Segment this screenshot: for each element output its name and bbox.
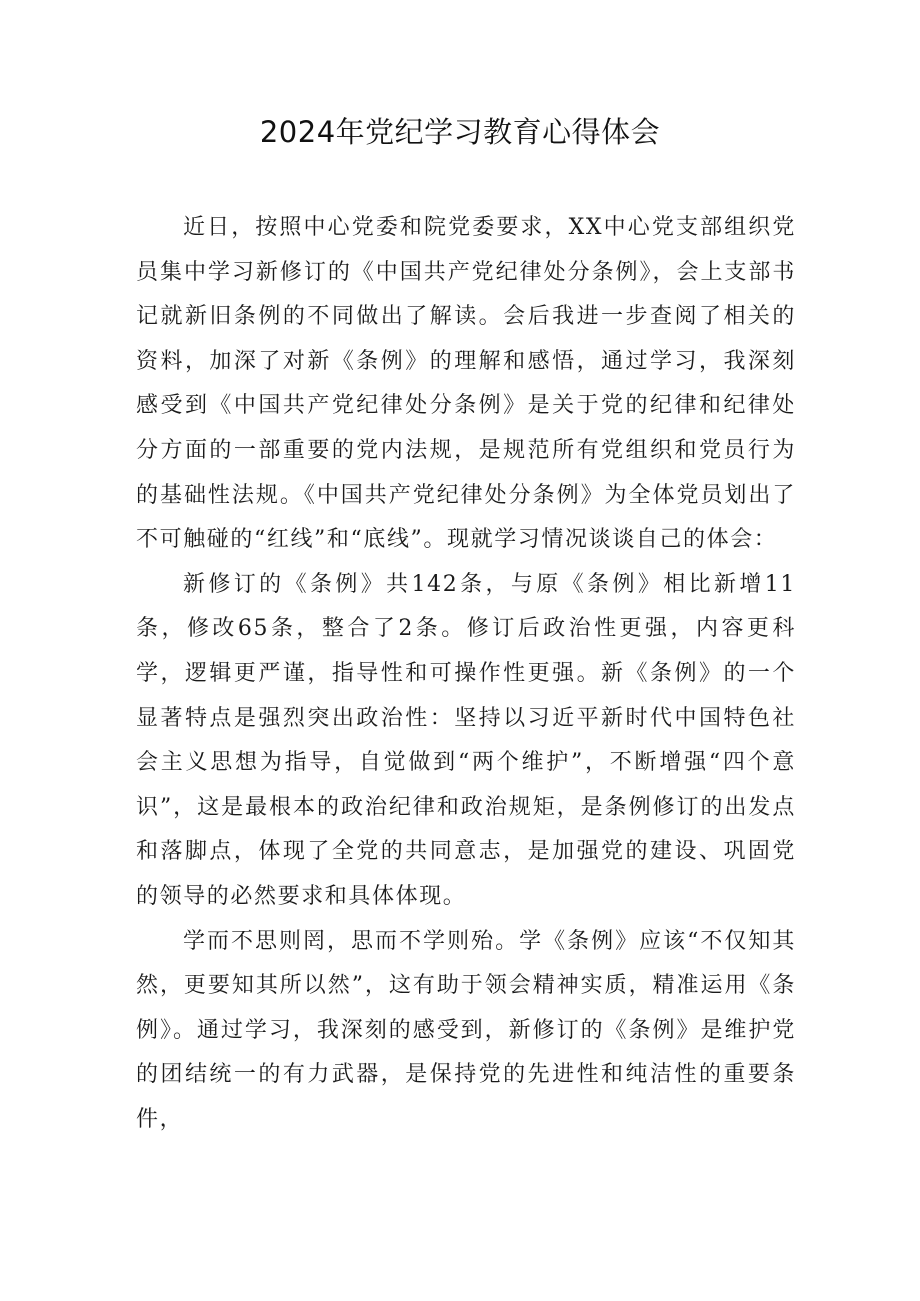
paragraph-3: 学而不思则罔，思而不学则殆。学《条例》应该“不仅知其然，更要知其所以然”，这有助于领会精神实质，精准运用《条例》。通过学习，我深刻的感受到，新修订的《条例》是维护党的团结统一的有力武器，是保持党的先进性和纯洁性的重要条件， [136,928,796,1132]
paragraph-2: 新修订的《条例》共142条，与原《条例》相比新增11条，修改65条，整合了2条。修订后政治性更强，内容更科学，逻辑更严谨，指导性和可操作性更强。新《条例》的一个显著特点是强烈突出政治性：坚持以习近平新时代中国特色社会主义思想为指导，自觉做到“两个维护”，不断增强“四个意识”，这是最根本的政治纪律和政治规矩，是条例修订的出发点和落脚点，体现了全党的共同意志，是加强党的建设、巩固党的领导的必然要求和具体体现。 [136,571,796,909]
document-body [136,206,796,1142]
paragraph-1: 近日，按照中心党委和院党委要求，XX中心党支部组织党员集中学习新修订的《中国共产党纪律处分条例》，会上支部书记就新旧条例的不同做出了解读。会后我进一步查阅了相关的资料，加深了对新《条例》的理解和感悟，通过学习，我深刻感受到《中国共产党纪律处分条例》是关于党的纪律和纪律处分方面的一部重要的党内法规，是规范所有党组织和党员行为的基础性法规。《中国共产党纪律处分条例》为全体党员划出了不可触碰的“红线”和“底线”。现就学习情况谈谈自己的体会： [136,215,796,553]
document-title: 2024年党纪学习教育心得体会 [259,115,661,149]
